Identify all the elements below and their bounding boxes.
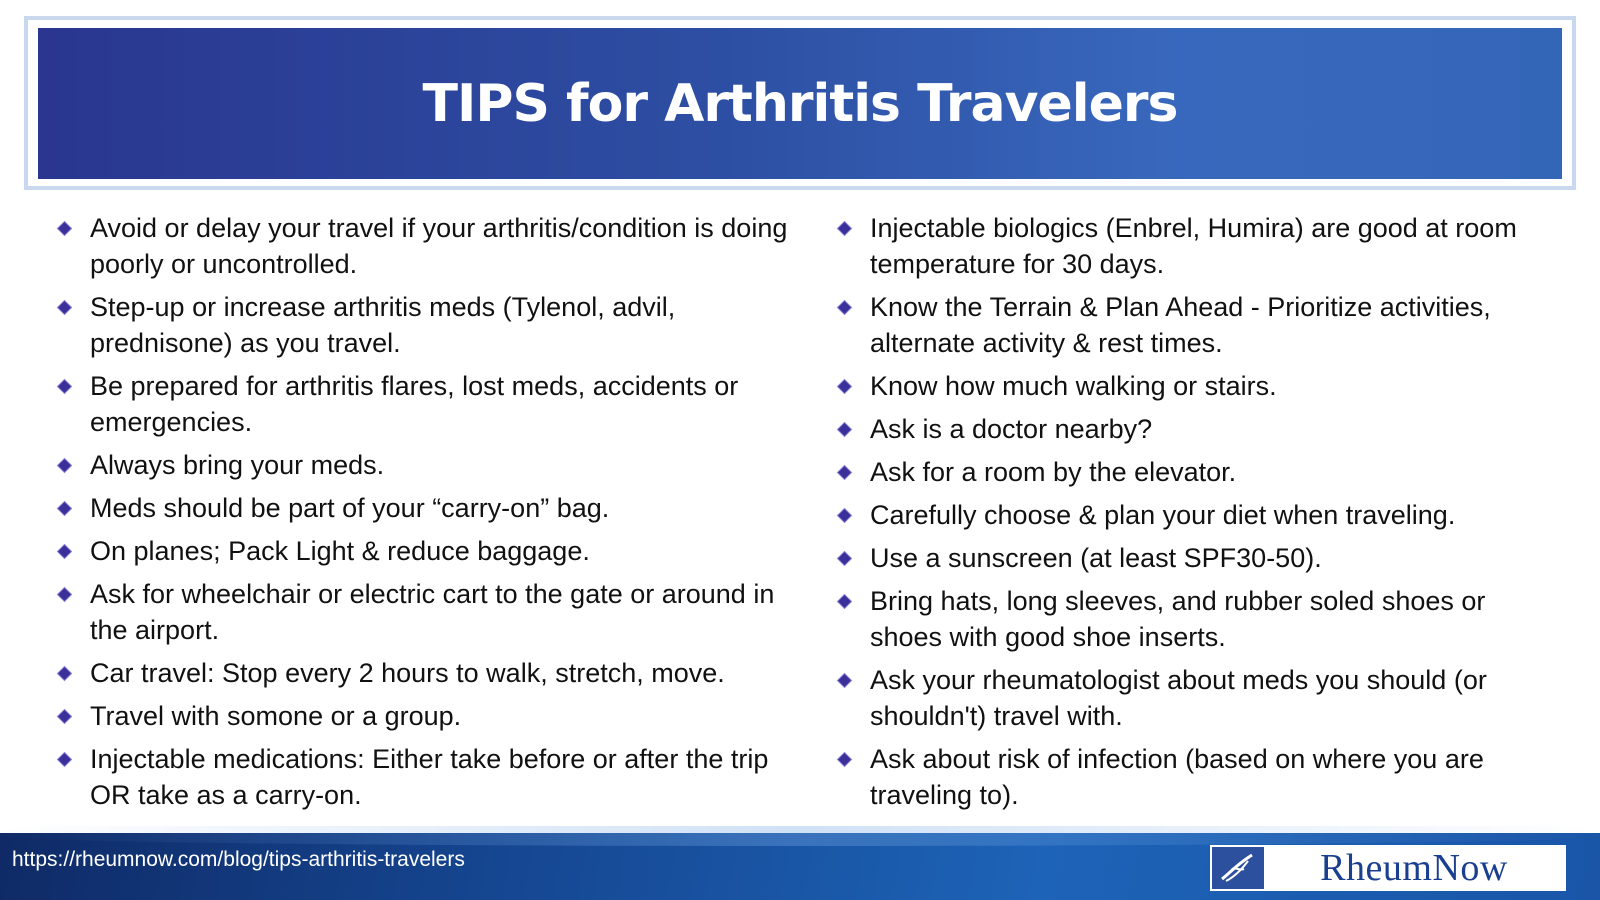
- tip-text: Bring hats, long sleeves, and rubber soled shoes or shoes with good shoe inserts.: [870, 586, 1486, 652]
- tip-text: Ask your rheumatologist about meds you should (or shouldn't) travel with.: [870, 665, 1487, 731]
- tip-text: Use a sunscreen (at least SPF30-50).: [870, 543, 1322, 573]
- tip-item: [56, 576, 816, 648]
- tip-item: [56, 490, 816, 526]
- right-tips-list: [836, 210, 1556, 820]
- diamond-bullet-icon: [58, 459, 71, 472]
- diamond-bullet-icon: [838, 509, 851, 522]
- tip-text: Injectable medications: Either take before or after the trip OR take as a carry-on.: [90, 744, 769, 810]
- tip-text: Always bring your meds.: [90, 450, 385, 480]
- diamond-bullet-icon: [838, 222, 851, 235]
- tip-item: [56, 210, 816, 282]
- tip-text: Ask is a doctor nearby?: [870, 414, 1153, 444]
- tip-text: Avoid or delay your travel if your arthritis/condition is doing poorly or uncontrolled.: [90, 213, 788, 279]
- tip-item: [836, 497, 1556, 533]
- diamond-bullet-icon: [838, 423, 851, 436]
- tip-item: [836, 368, 1556, 404]
- tip-text: Meds should be part of your “carry-on” bag.: [90, 493, 610, 523]
- tip-text: On planes; Pack Light & reduce baggage.: [90, 536, 590, 566]
- tip-item: [56, 447, 816, 483]
- left-tips-list: [56, 210, 816, 820]
- tip-item: [56, 655, 816, 691]
- diamond-bullet-icon: [58, 588, 71, 601]
- rheumnow-logo: [1210, 845, 1566, 891]
- tip-item: [56, 533, 816, 569]
- tip-item: [836, 583, 1556, 655]
- tip-item: [836, 411, 1556, 447]
- tip-item: [836, 741, 1556, 813]
- tip-item: [836, 210, 1556, 282]
- diamond-bullet-icon: [58, 667, 71, 680]
- tip-item: [836, 662, 1556, 734]
- tip-text: Ask for a room by the elevator.: [870, 457, 1237, 487]
- diamond-bullet-icon: [838, 466, 851, 479]
- diamond-bullet-icon: [58, 545, 71, 558]
- tip-item: [56, 368, 816, 440]
- tip-text: Know how much walking or stairs.: [870, 371, 1277, 401]
- tip-text: Ask about risk of infection (based on where you are traveling to).: [870, 744, 1484, 810]
- page-title: TIPS for Arthritis Travelers: [422, 73, 1178, 134]
- tip-item: [836, 289, 1556, 361]
- tip-text: Be prepared for arthritis flares, lost meds, accidents or emergencies.: [90, 371, 739, 437]
- diamond-bullet-icon: [58, 380, 71, 393]
- footer-wave: [0, 826, 1600, 846]
- tip-text: Car travel: Stop every 2 hours to walk, stretch, move.: [90, 658, 725, 688]
- tip-text: Know the Terrain & Plan Ahead - Prioritize activities, alternate activity & rest times.: [870, 292, 1491, 358]
- tip-text: Carefully choose & plan your diet when traveling.: [870, 500, 1456, 530]
- rheumnow-logo-icon: [1212, 847, 1264, 889]
- tip-item: [56, 741, 816, 813]
- diamond-bullet-icon: [58, 222, 71, 235]
- diamond-bullet-icon: [838, 753, 851, 766]
- diamond-bullet-icon: [838, 595, 851, 608]
- diamond-bullet-icon: [58, 502, 71, 515]
- title-banner: [38, 28, 1562, 179]
- tip-item: [56, 698, 816, 734]
- tip-item: [836, 454, 1556, 490]
- tip-item: [56, 289, 816, 361]
- source-url-link[interactable]: https://rheumnow.com/blog/tips-arthritis-travelers: [12, 848, 465, 871]
- diamond-bullet-icon: [838, 674, 851, 687]
- tip-text: Injectable biologics (Enbrel, Humira) are good at room temperature for 30 days.: [870, 213, 1517, 279]
- tip-text: Travel with somone or a group.: [90, 701, 462, 731]
- tip-text: Step-up or increase arthritis meds (Tylenol, advil, prednisone) as you travel.: [90, 292, 676, 358]
- tip-item: [836, 540, 1556, 576]
- diamond-bullet-icon: [58, 753, 71, 766]
- diamond-bullet-icon: [838, 301, 851, 314]
- diamond-bullet-icon: [58, 710, 71, 723]
- rheumnow-logo-text: RheumNow: [1320, 847, 1508, 889]
- diamond-bullet-icon: [58, 301, 71, 314]
- tip-text: Ask for wheelchair or electric cart to the gate or around in the airport.: [90, 579, 775, 645]
- diamond-bullet-icon: [838, 552, 851, 565]
- diamond-bullet-icon: [838, 380, 851, 393]
